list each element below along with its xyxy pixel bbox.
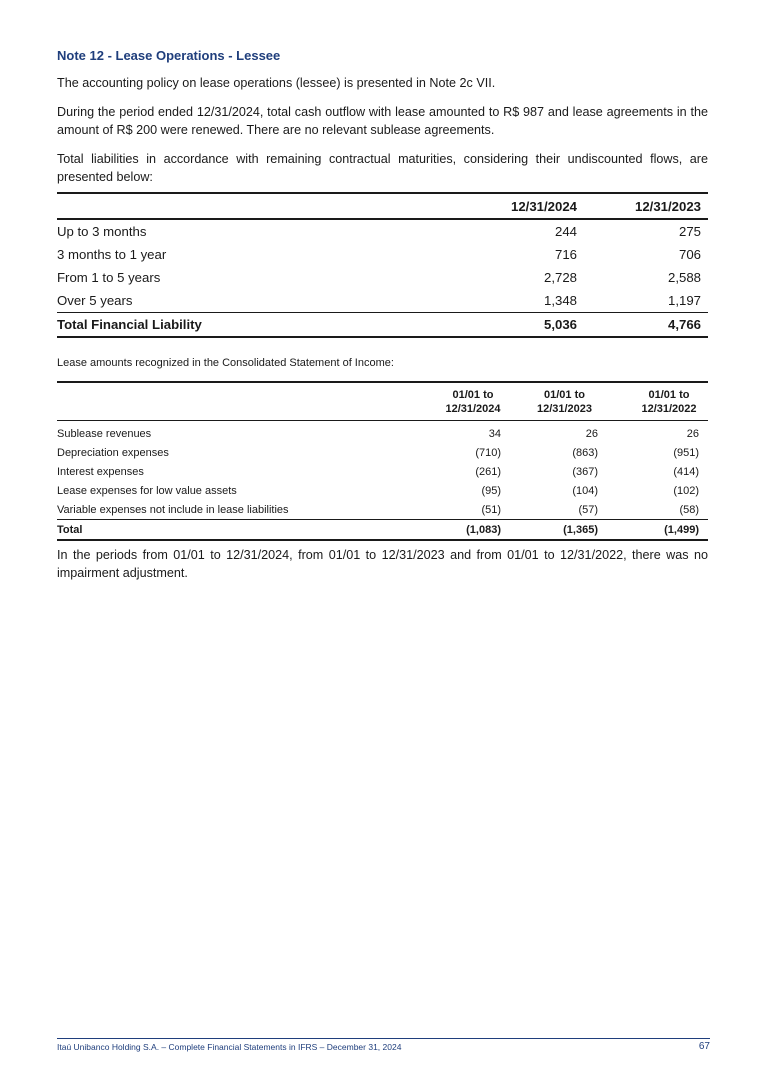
row-label: From 1 to 5 years: [57, 270, 161, 285]
table-row: [57, 266, 708, 289]
cell-2023: 706: [678, 247, 701, 262]
total-2024: (1,083): [466, 523, 501, 536]
row-label: Sublease revenues: [57, 427, 152, 440]
row-label: Over 5 years: [57, 293, 133, 308]
row-label: Depreciation expenses: [57, 446, 169, 459]
table-row: [57, 443, 708, 462]
note-heading: Note 12 - Lease Operations - Lessee: [57, 48, 281, 63]
cell-2024: (261): [475, 465, 501, 478]
row-label: Up to 3 months: [57, 224, 147, 239]
cell-2024: (51): [481, 503, 501, 516]
income-header-2023: [507, 382, 602, 421]
table-row: [57, 243, 708, 266]
total-row: [57, 520, 708, 541]
cell-2023: 1,197: [667, 293, 701, 308]
cell-2024: 34: [488, 427, 501, 440]
cell-2023: (104): [572, 484, 598, 497]
income-caption: Lease amounts recognized in the Consolidated Statement of Income:: [57, 357, 394, 369]
maturity-table: [57, 192, 708, 338]
total-2023: 4,766: [667, 317, 701, 332]
total-2023: (1,365): [563, 523, 598, 536]
table-row: [57, 421, 708, 444]
maturity-header-2024: 12/31/2024: [510, 198, 577, 214]
header-line: 12/31/2023: [536, 402, 593, 415]
total-2024: 5,036: [543, 317, 577, 332]
row-label: 3 months to 1 year: [57, 247, 167, 262]
footer-divider: [57, 1038, 710, 1039]
row-label: Variable expenses not include in lease liabilities: [57, 503, 289, 516]
total-2022: (1,499): [664, 523, 699, 536]
cell-2023: (367): [572, 465, 598, 478]
total-row: [57, 313, 708, 338]
cell-2023: (863): [572, 446, 598, 459]
liabilities-paragraph: Total liabilities in accordance with remaining contractual maturities, considering their undiscounted flows, are presented below:: [57, 152, 708, 184]
cell-2022: 26: [686, 427, 699, 440]
header-line: 01/01 to: [648, 388, 690, 401]
impairment-paragraph: In the periods from 01/01 to 12/31/2024, from 01/01 to 12/31/2023 and from 01/01 to 12/31/2022, there was no impairment adjustment.: [57, 548, 708, 580]
cell-2023: 26: [585, 427, 598, 440]
cell-2024: (710): [475, 446, 501, 459]
maturity-header-label: [57, 193, 404, 219]
cell-2022: (951): [673, 446, 699, 459]
table-row: [57, 481, 708, 500]
table-row: [57, 219, 708, 243]
total-label: Total Financial Liability: [57, 317, 202, 332]
cell-2024: (95): [481, 484, 501, 497]
row-label: Lease expenses for low value assets: [57, 484, 237, 497]
maturity-table-header: [57, 193, 708, 219]
cell-2022: (414): [673, 465, 699, 478]
header-line: 01/01 to: [544, 388, 585, 401]
cell-2023: (57): [578, 503, 598, 516]
table-row: [57, 500, 708, 520]
page-number: 67: [698, 1041, 710, 1052]
income-header-2022: [602, 382, 708, 421]
cell-2023: 275: [678, 224, 701, 239]
header-line: 12/31/2024: [445, 402, 501, 415]
cell-2023: 2,588: [667, 270, 701, 285]
total-label: Total: [57, 523, 83, 536]
header-line: 12/31/2022: [641, 402, 697, 415]
income-statement-table: [57, 381, 708, 541]
row-label: Interest expenses: [57, 465, 144, 478]
income-header-2024: [409, 382, 507, 421]
cash-outflow-paragraph: During the period ended 12/31/2024, total cash outflow with lease amounted to R$ 987 and lease agreements in the amount of R$ 200 were renewed. There are no relevant sublease agreements.: [57, 105, 708, 137]
footer-text: Itaú Unibanco Holding S.A. – Complete Financial Statements in IFRS – December 31, 2024: [57, 1042, 402, 1052]
header-line: 01/01 to: [452, 388, 494, 401]
cell-2024: 2,728: [543, 270, 577, 285]
cell-2022: (58): [679, 503, 699, 516]
cell-2022: (102): [673, 484, 699, 497]
cell-2024: 716: [554, 247, 577, 262]
income-table-header: [57, 382, 708, 421]
cell-2024: 1,348: [543, 293, 577, 308]
table-row: [57, 289, 708, 313]
table-row: [57, 462, 708, 481]
maturity-header-2023: 12/31/2023: [634, 198, 701, 214]
income-header-blank: [57, 382, 409, 421]
policy-paragraph: The accounting policy on lease operations (lessee) is presented in Note 2c VII.: [57, 76, 496, 90]
cell-2024: 244: [554, 224, 577, 239]
